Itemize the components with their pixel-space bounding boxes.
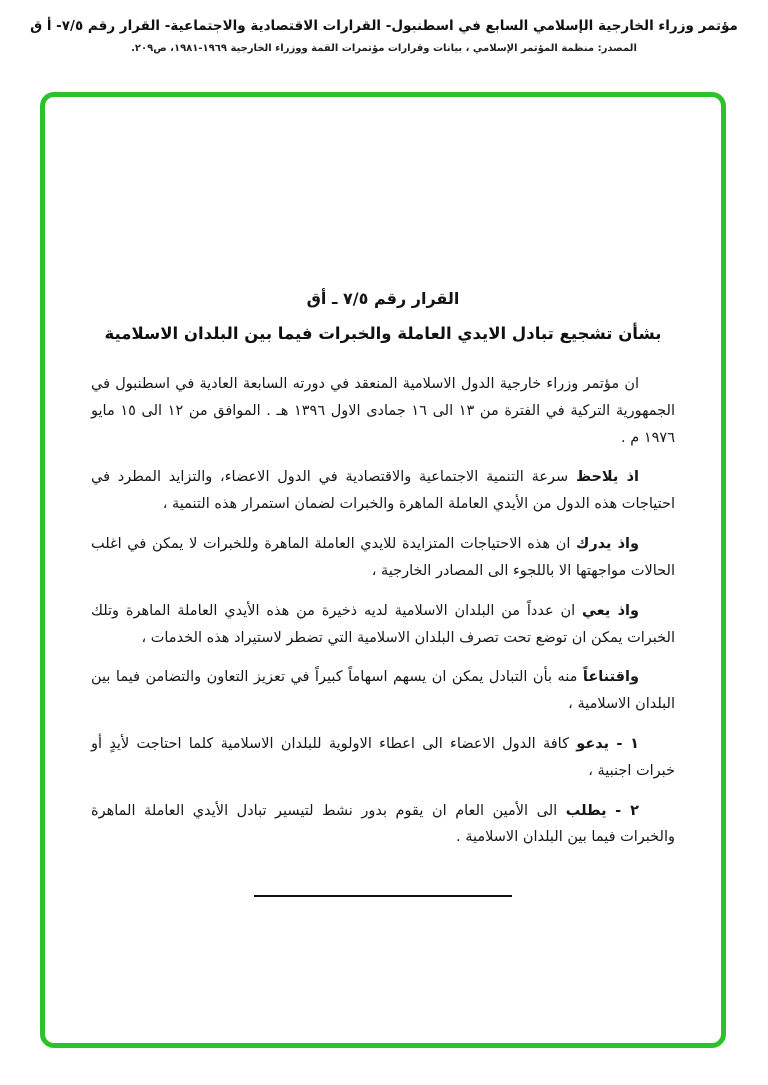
header-title: مؤتمر وزراء الخارجية الإسلامي السابع في اسطنبول- القرارات الاقتصادية والاجتماعية- القرار رقم ٧/٥- أ ق [30, 18, 738, 34]
item-number: ١ - [616, 735, 640, 752]
paragraph-lead: اذ يلاحظ [575, 469, 639, 486]
paragraph-text: ان هذه الاحتياجات المتزايدة للايدي العاملة الماهرة وللخبرات لا يمكن في اغلب الحالات مواجهتها الا باللجوء الى المصادر الخارجية ، [91, 536, 675, 579]
paragraph-text: سرعة التنمية الاجتماعية والاقتصادية في الدول الاعضاء، والتزايد المطرد في احتياجات هذه الدول من الأيدي العاملة الماهرة والخبرات لضمان استمرار هذه التنمية ، [91, 469, 675, 513]
paragraph-aware [91, 598, 675, 652]
paragraph-notes [91, 464, 675, 518]
item-number: ٢ - [615, 802, 639, 819]
paragraph-text: ان مؤتمر وزراء خارجية الدول الاسلامية المنعقد في دورته السابعة العادية في اسطنبول في الجمهورية التركية في الفترة من ١٣ الى ١٦ جمادى الاول ١٣٩٦ هـ . الموافق من ١٢ الى ١٥ مايو ١٩٧٦ م . [91, 376, 675, 446]
item-lead: يدعو [576, 735, 610, 752]
green-highlight-frame [40, 92, 726, 1048]
paragraph-lead: واذ يعي [582, 602, 640, 619]
item-text: كافة الدول الاعضاء الى اعطاء الاولوية للبلدان الاسلامية كلما احتاجت لأيدٍ أو خبرات اجنبية ، [91, 735, 675, 779]
paragraph-lead: واذ يدرك [576, 536, 639, 553]
paragraph-preamble [91, 371, 675, 451]
resolution-item-1 [91, 731, 675, 785]
paragraph-realizes [91, 531, 675, 585]
resolution-title: القرار رقم ٧/٥ ـ أق [306, 289, 460, 308]
paragraph-text: ان عدداً من البلدان الاسلامية لديه ذخيرة من هذه الأيدي العاملة الماهرة وتلك الخبرات يمكن ان توضع تحت تصرف البلدان الاسلامية التي تضطر لاستيراد هذه الخدمات ، [91, 602, 675, 646]
resolution-subtitle: بشأن تشجيع تبادل الايدي العاملة والخبرات فيما بين البلدان الاسلامية [104, 324, 662, 343]
resolution-item-2 [91, 798, 675, 852]
item-text: الى الأمين العام ان يقوم بدور نشط لتيسير تبادل الأيدي العاملة الماهرة والخبرات فيما بين البلدان الاسلامية . [91, 802, 675, 846]
divider-line [254, 895, 512, 897]
paragraph-lead: واقتناعاً [582, 669, 639, 686]
item-lead: يطلب [565, 802, 607, 819]
header-source: المصدر: منظمة المؤتمر الإسلامي ، بيانات وقرارات مؤتمرات القمة ووزراء الخارجية ١٩٦٩-١٩٨١، ص٢٠٩. [131, 43, 637, 54]
page-header [0, 0, 768, 54]
paragraph-convinced [91, 664, 675, 718]
paragraph-text: منه بأن التبادل يمكن ان يسهم اسهاماً كبيراً في تعزيز التعاون والتضامن فيما بين البلدان الاسلامية ، [91, 669, 675, 713]
scanned-document [45, 97, 721, 897]
